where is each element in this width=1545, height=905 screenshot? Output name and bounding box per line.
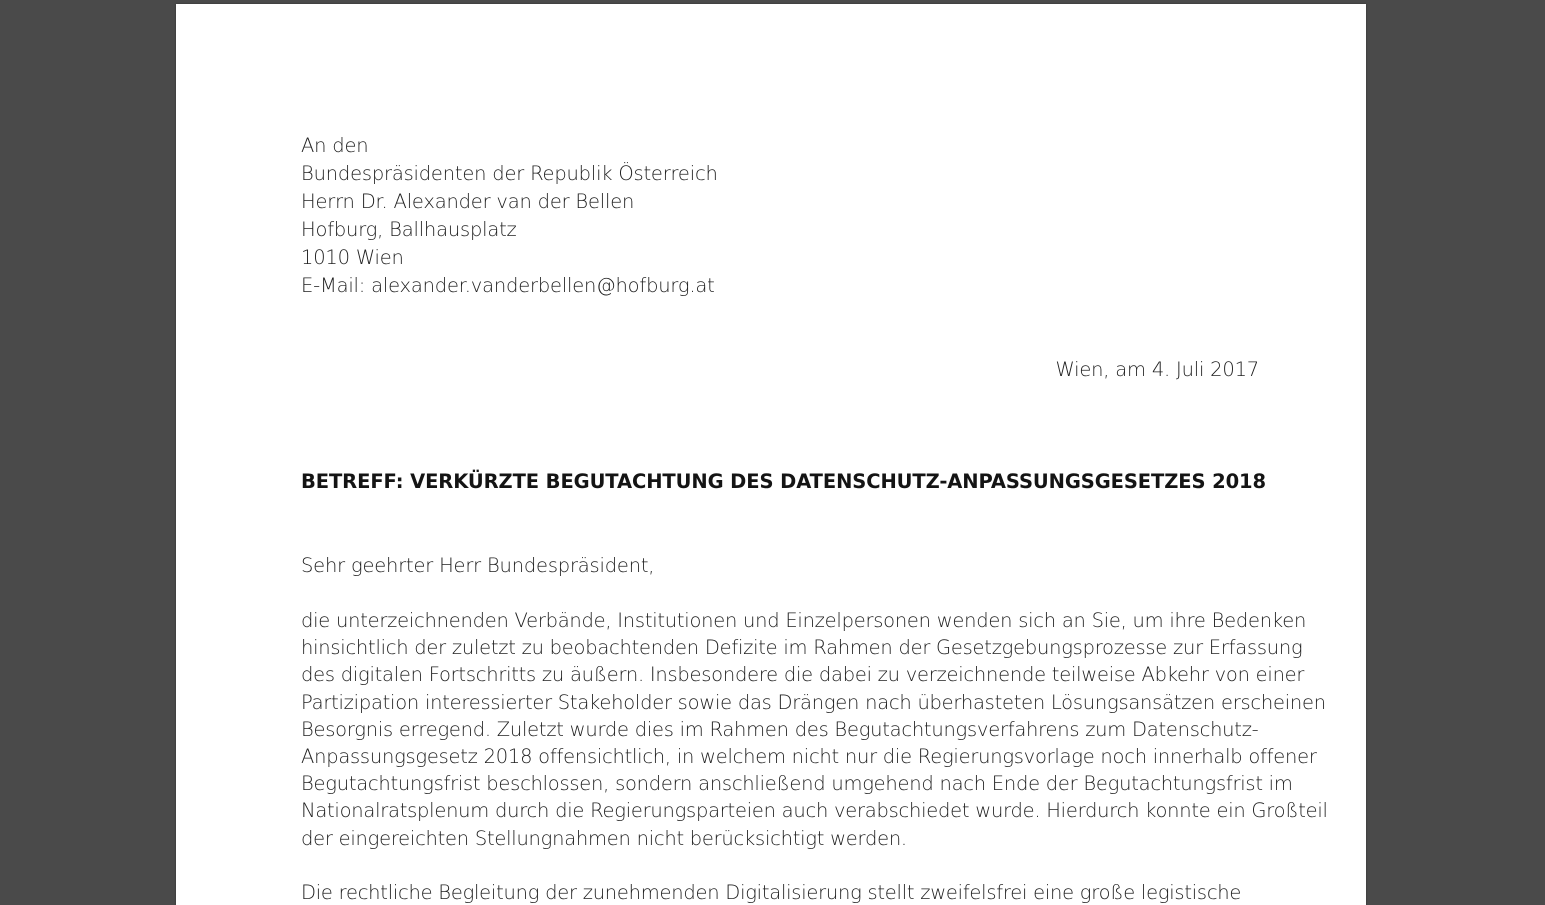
letter-date: Wien, am 4. Juli 2017 <box>1055 358 1259 381</box>
document-page <box>176 4 1366 905</box>
address-line: Herrn Dr. Alexander van der Bellen <box>301 190 635 213</box>
paragraph-line: Besorgnis erregend. Zuletzt wurde dies im Rahmen des Begutachtungsverfahrens zum Datenschutz- <box>301 717 1259 741</box>
recipient-address <box>301 132 1259 300</box>
address-line: Hofburg, Ballhausplatz <box>301 218 517 241</box>
body-paragraph-2 <box>301 879 1259 905</box>
letter-content <box>301 132 1328 905</box>
body-paragraph-1 <box>301 607 1328 852</box>
paragraph-line: Anpassungsgesetz 2018 offensichtlich, in welchem nicht nur die Regierungsvorlage noch innerhalb offener <box>301 745 1317 769</box>
paragraph-line: Begutachtungsfrist beschlossen, sondern anschließend umgehend nach Ende der Begutachtungsfrist im <box>301 772 1293 796</box>
paragraph-line: die unterzeichnenden Verbände, Institutionen und Einzelpersonen wenden sich an Sie, um ihre Bedenken <box>301 609 1307 632</box>
paragraph-line: Nationalratsplenum durch die Regierungsparteien auch verabschiedet wurde. Hierdurch konnte ein Großteil <box>301 799 1328 823</box>
paragraph-line: der eingereichten Stellungnahmen nicht berücksichtigt werden. <box>301 826 907 850</box>
address-line: An den <box>301 134 369 157</box>
letter-subject: BETREFF: VERKÜRZTE BEGUTACHTUNG DES DATENSCHUTZ-ANPASSUNGSGESETZES 2018 <box>301 470 1266 493</box>
address-line: Bundespräsidenten der Republik Österreich <box>301 162 718 185</box>
paragraph-line: des digitalen Fortschritts zu äußern. Insbesondere die dabei zu verzeichnende teilweise Abkehr von einer <box>301 663 1305 687</box>
letter-salutation: Sehr geehrter Herr Bundespräsident, <box>301 554 655 577</box>
address-email-line: E-Mail: alexander.vanderbellen@hofburg.at <box>301 274 715 297</box>
paragraph-line: Die rechtliche Begleitung der zunehmenden Digitalisierung stellt zweifelsfrei eine große legistische <box>301 880 1242 904</box>
paragraph-line: Partizipation interessierter Stakeholder sowie das Drängen nach überhasteten Lösungsansätzen erscheinen <box>301 690 1326 714</box>
paragraph-line: hinsichtlich der zuletzt zu beobachtenden Defizite im Rahmen der Gesetzgebungsprozesse zur Erfassung <box>301 636 1303 660</box>
address-line: 1010 Wien <box>301 246 404 269</box>
